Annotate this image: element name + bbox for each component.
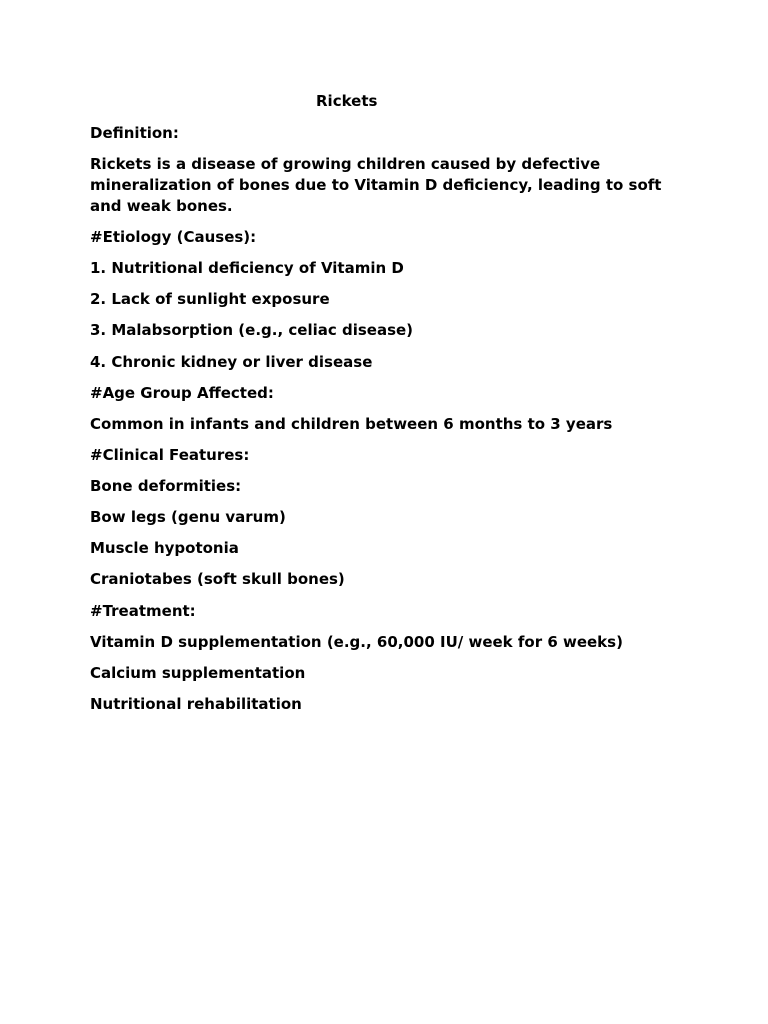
clinical-feature-item: Bone deformities: bbox=[90, 477, 242, 495]
clinical-feature-item: Craniotabes (soft skull bones) bbox=[90, 570, 345, 588]
clinical-feature-item: Muscle hypotonia bbox=[90, 539, 239, 557]
treatment-item: Nutritional rehabilitation bbox=[90, 695, 302, 713]
etiology-heading: #Etiology (Causes): bbox=[90, 228, 257, 246]
definition-text: Rickets is a disease of growing children caused by defective mineralization of bones due to Vitamin D deficiency, leading to soft and weak bones. bbox=[90, 155, 662, 215]
clinical-feature-item: Bow legs (genu varum) bbox=[90, 508, 286, 526]
etiology-item: 3. Malabsorption (e.g., celiac disease) bbox=[90, 321, 414, 339]
etiology-item: 4. Chronic kidney or liver disease bbox=[90, 353, 373, 371]
age-group-text: Common in infants and children between 6 months to 3 years bbox=[90, 415, 613, 433]
etiology-item: 2. Lack of sunlight exposure bbox=[90, 290, 330, 308]
treatment-item: Vitamin D supplementation (e.g., 60,000 IU/ week for 6 weeks) bbox=[90, 633, 623, 651]
etiology-item: 1. Nutritional deficiency of Vitamin D bbox=[90, 259, 404, 277]
clinical-features-heading: #Clinical Features: bbox=[90, 446, 250, 464]
age-group-heading: #Age Group Affected: bbox=[90, 384, 274, 402]
treatment-item: Calcium supplementation bbox=[90, 664, 306, 682]
document-title: Rickets bbox=[316, 92, 378, 110]
treatment-heading: #Treatment: bbox=[90, 602, 196, 620]
definition-heading: Definition: bbox=[90, 124, 179, 142]
